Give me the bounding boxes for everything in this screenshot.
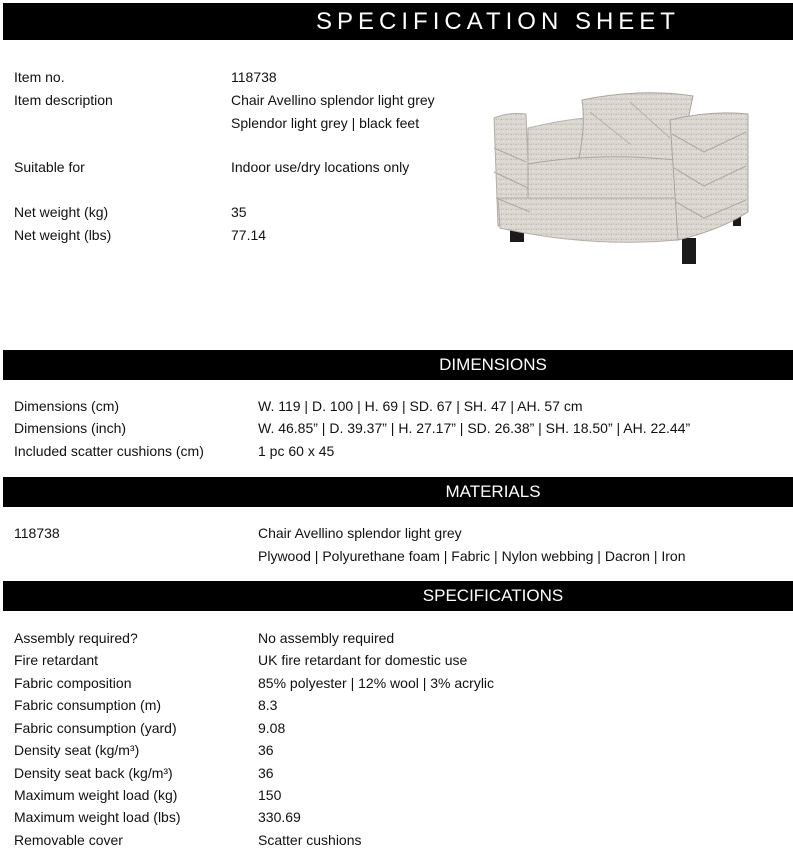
max-weight-lbs-label: Maximum weight load (lbs) xyxy=(14,809,181,825)
assembly-value: No assembly required xyxy=(258,630,395,646)
specifications-heading: SPECIFICATIONS xyxy=(422,586,564,605)
max-weight-kg-label: Maximum weight load (kg) xyxy=(14,787,178,803)
dimensions-cm-label: Dimensions (cm) xyxy=(14,398,120,414)
suitable-for-value: Indoor use/dry locations only xyxy=(231,159,410,175)
assembly-label: Assembly required? xyxy=(14,630,138,646)
net-weight-kg-label: Net weight (kg) xyxy=(14,204,109,220)
materials-item-name: Chair Avellino splendor light grey xyxy=(258,525,462,541)
scatter-cushions-label: Included scatter cushions (cm) xyxy=(14,443,204,459)
fabric-consumption-m-label: Fabric consumption (m) xyxy=(14,697,162,713)
max-weight-lbs-value: 330.69 xyxy=(258,809,301,825)
net-weight-lbs-value: 77.14 xyxy=(231,227,267,243)
fire-retardant-value: UK fire retardant for domestic use xyxy=(258,652,468,668)
item-description-label: Item description xyxy=(14,92,113,108)
dimensions-inch-label: Dimensions (inch) xyxy=(14,420,127,436)
scatter-cushions-value: 1 pc 60 x 45 xyxy=(258,443,335,459)
item-no-label: Item no. xyxy=(14,69,65,85)
fire-retardant-label: Fire retardant xyxy=(14,652,99,668)
materials-item-no: 118738 xyxy=(14,525,60,541)
density-seat-value: 36 xyxy=(258,742,274,758)
specifications-section-header xyxy=(3,581,793,611)
density-seat-back-label: Density seat back (kg/m³) xyxy=(14,765,173,781)
dimensions-cm-value: W. 119 | D. 100 | H. 69 | SD. 67 | SH. 47 | AH. 57 cm xyxy=(258,398,583,414)
fabric-consumption-yard-value: 9.08 xyxy=(258,720,286,736)
max-weight-kg-value: 150 xyxy=(258,787,282,803)
fabric-consumption-m-value: 8.3 xyxy=(258,697,278,713)
fabric-composition-value: 85% polyester | 12% wool | 3% acrylic xyxy=(258,675,495,691)
net-weight-lbs-label: Net weight (lbs) xyxy=(14,227,112,243)
suitable-for-label: Suitable for xyxy=(14,159,85,175)
dimensions-heading: DIMENSIONS xyxy=(439,355,547,374)
armchair-product-image xyxy=(490,88,752,268)
net-weight-kg-value: 35 xyxy=(231,204,247,220)
materials-heading: MATERIALS xyxy=(445,482,541,501)
item-description-value: Chair Avellino splendor light grey xyxy=(231,92,435,108)
dimensions-section-header xyxy=(3,350,793,380)
dimensions-inch-value: W. 46.85” | D. 39.37” | H. 27.17” | SD. 26.38” | SH. 18.50” | AH. 22.44” xyxy=(258,420,691,436)
fabric-consumption-yard-label: Fabric consumption (yard) xyxy=(14,720,177,736)
density-seat-label: Density seat (kg/m³) xyxy=(14,742,140,758)
materials-list: Plywood | Polyurethane foam | Fabric | Nylon webbing | Dacron | Iron xyxy=(258,548,686,564)
removable-cover-value: Scatter cushions xyxy=(258,832,362,848)
spec-sheet-title-bar xyxy=(3,3,793,40)
fabric-composition-label: Fabric composition xyxy=(14,675,132,691)
density-seat-back-value: 36 xyxy=(258,765,274,781)
removable-cover-label: Removable cover xyxy=(14,832,123,848)
item-no-value: 118738 xyxy=(231,69,277,85)
page-title: SPECIFICATION SHEET xyxy=(316,7,680,35)
materials-section-header xyxy=(3,477,793,507)
item-description-finish: Splendor light grey | black feet xyxy=(231,115,420,131)
